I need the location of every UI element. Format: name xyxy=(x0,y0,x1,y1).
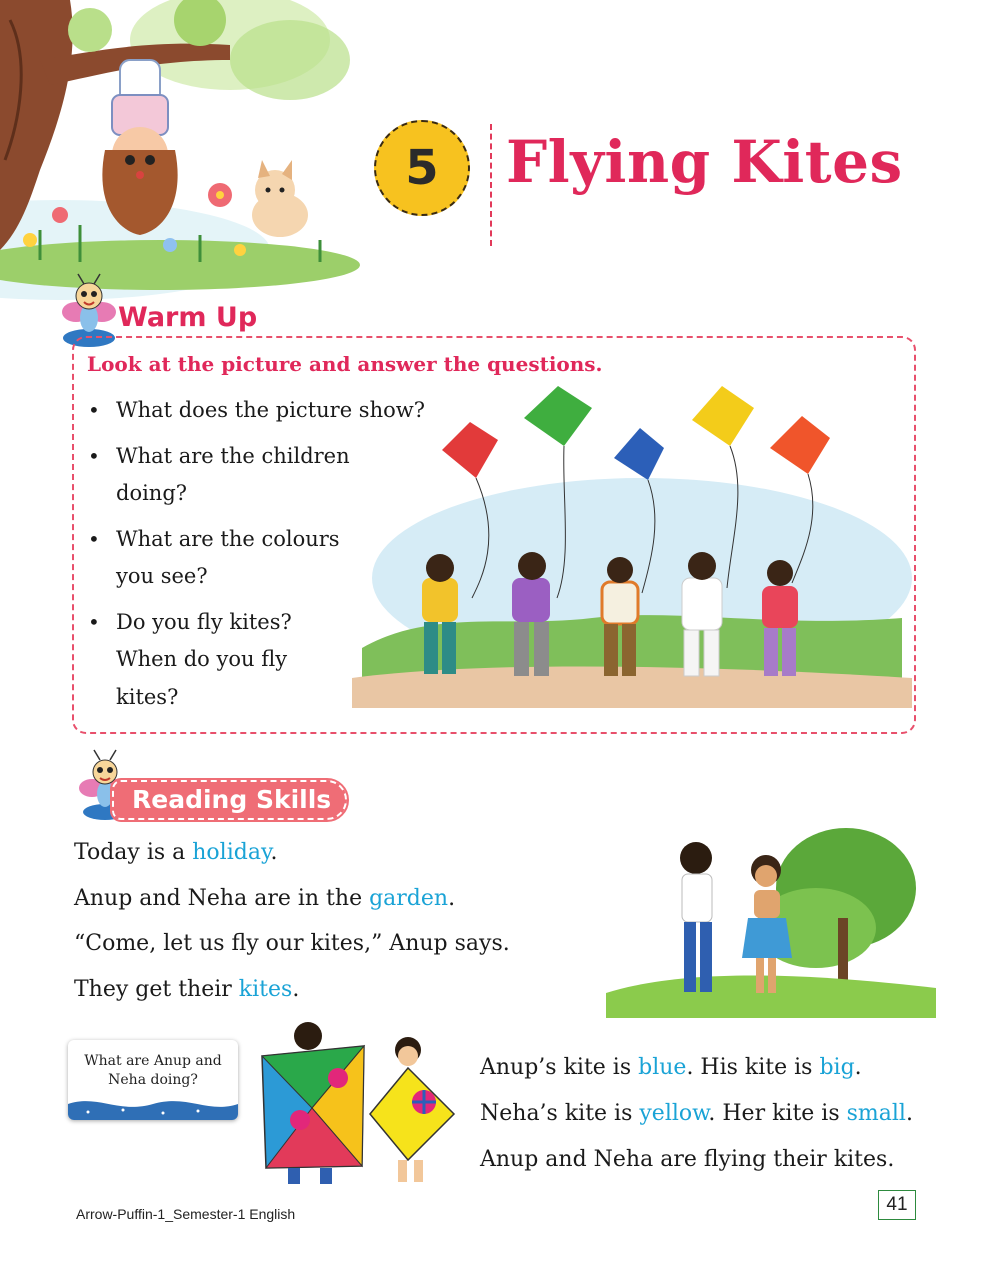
highlighted-word: blue xyxy=(638,1055,687,1080)
note-question xyxy=(68,1052,238,1090)
reading-skills-heading: Reading Skills xyxy=(112,780,347,820)
question-text: you see? xyxy=(116,564,208,588)
story-text-plain: . xyxy=(448,885,456,911)
highlighted-word: yellow xyxy=(639,1101,709,1126)
story-text xyxy=(74,830,634,1012)
footer-book-label: Arrow-Puffin-1_Semester-1 English xyxy=(76,1206,296,1222)
note-line: What are Anup and xyxy=(84,1053,222,1069)
chapter-number-badge: 5 xyxy=(374,120,470,216)
kite-description xyxy=(480,1045,950,1183)
question-text: kites? xyxy=(116,684,179,709)
note-line: Neha doing? xyxy=(108,1072,198,1088)
highlighted-word: kites xyxy=(238,976,293,1002)
question-note-card xyxy=(68,1040,238,1120)
kite-text-plain: Anup’s kite is xyxy=(480,1055,639,1080)
highlighted-word: holiday xyxy=(192,840,271,865)
title-divider xyxy=(490,124,492,246)
kite-flying-illustration xyxy=(352,378,912,718)
big-kite xyxy=(262,1046,364,1168)
story-line xyxy=(74,967,634,1013)
story-text-plain: . xyxy=(270,840,278,865)
boy-anup xyxy=(680,842,712,992)
kite-text-plain: . His kite is xyxy=(686,1055,820,1080)
highlighted-word: big xyxy=(819,1055,855,1080)
story-line: “Come, let us fly our kites,” Anup says. xyxy=(74,931,510,956)
kite-line: Anup and Neha are flying their kites. xyxy=(480,1147,895,1172)
page-number: 41 xyxy=(878,1190,916,1220)
chapter-title: Flying Kites xyxy=(506,128,903,196)
warm-up-heading: Warm Up xyxy=(118,302,258,333)
highlighted-word: garden xyxy=(369,885,449,911)
wave-decoration xyxy=(68,1094,238,1120)
kite-text-plain: . xyxy=(905,1101,913,1126)
story-line xyxy=(74,876,634,922)
children-with-kites-illustration xyxy=(258,1016,478,1186)
kite-text-plain: Neha’s kite is xyxy=(480,1101,640,1126)
question-text: Do you fly kites? xyxy=(116,609,292,634)
garden-illustration xyxy=(606,808,936,1018)
story-text-plain: They get their xyxy=(74,976,239,1002)
highlighted-word: small xyxy=(846,1101,906,1126)
kite-line xyxy=(480,1091,950,1137)
story-text-plain: Today is a xyxy=(74,840,193,865)
story-text-plain: . xyxy=(292,976,300,1002)
kite-text-plain: . Her kite is xyxy=(708,1101,847,1126)
kite-line xyxy=(480,1045,950,1091)
warm-up-instruction: Look at the picture and answer the questions. xyxy=(87,352,603,376)
question-text: What does the picture show? xyxy=(116,398,425,422)
kite-text-plain: . xyxy=(854,1055,862,1080)
question-text: What are the colours xyxy=(116,526,340,551)
small-kite xyxy=(370,1068,454,1160)
question-text: What are the children xyxy=(116,443,350,468)
story-line xyxy=(74,830,634,876)
story-text-plain: Anup and Neha are in the xyxy=(74,885,370,911)
chapter-illustration xyxy=(0,0,360,300)
question-text: doing? xyxy=(116,481,188,505)
question-text: When do you fly xyxy=(116,647,288,671)
